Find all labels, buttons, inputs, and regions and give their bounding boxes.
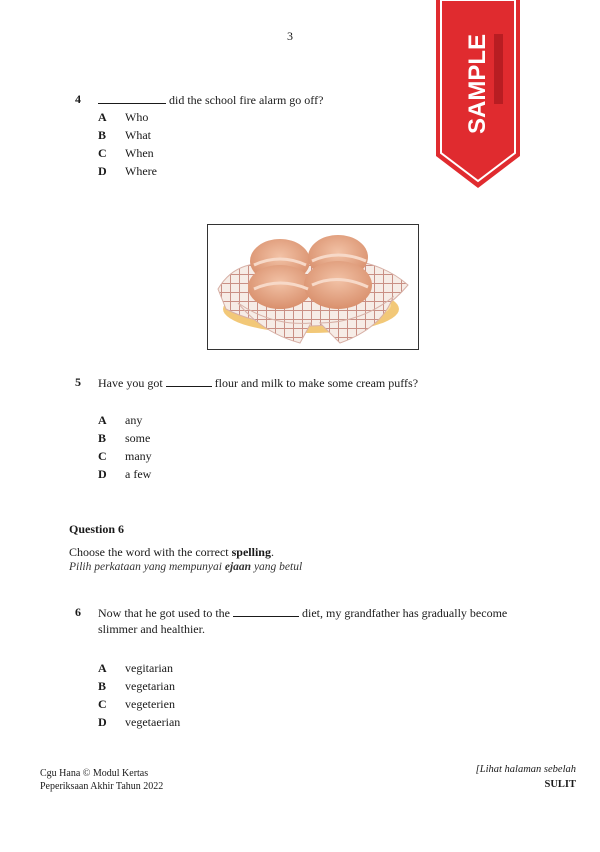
option-letter: B: [98, 431, 107, 445]
option-text: many: [125, 449, 152, 463]
question-number: 4: [75, 92, 81, 106]
option-letter: A: [98, 413, 107, 427]
cream-puffs-illustration: [208, 225, 418, 349]
instruction-text: Pilih perkataan yang mempunyai: [69, 561, 225, 573]
instruction-english: [69, 545, 274, 560]
section-heading: Question 6: [69, 522, 125, 536]
instruction-keyword: ejaan: [224, 561, 252, 573]
instruction-malay: [69, 561, 302, 573]
option-text: Where: [125, 164, 157, 178]
page-number: 3: [287, 29, 293, 43]
stem-text: did the school fire alarm go off?: [169, 93, 324, 107]
answer-blank: [98, 92, 166, 104]
stem-text-after: diet, my grandfather has gradually become: [301, 606, 508, 620]
stem-text-before: Have you got: [98, 376, 163, 390]
instruction-text: Choose the word with the correct: [69, 545, 232, 559]
confidential-label: SULIT: [544, 779, 576, 790]
option-text: Who: [125, 110, 149, 124]
stem-text-before: Now that he got used to the: [98, 606, 230, 620]
option-text: any: [125, 413, 143, 427]
question-number: 5: [75, 375, 81, 389]
cream-puffs-image: [207, 224, 419, 350]
stem-text-after: flour and milk to make some cream puffs?: [214, 376, 419, 390]
option-letter: D: [98, 467, 107, 481]
option-letter: C: [98, 697, 107, 711]
option-letter: A: [98, 110, 107, 124]
footer-credit-line2: Peperiksaan Akhir Tahun 2022: [40, 781, 164, 792]
stamp-bar: [494, 34, 503, 104]
option-text: vegetaerian: [125, 715, 181, 729]
instruction-keyword: spelling: [231, 545, 271, 559]
footer-credit-line1: Cgu Hana © Modul Kertas: [40, 768, 149, 779]
question-stem-line2: slimmer and healthier.: [98, 622, 205, 636]
question-number: 6: [75, 605, 81, 619]
instruction-text: yang betul: [251, 561, 303, 573]
question-stem: [98, 605, 507, 621]
option-letter: C: [98, 449, 107, 463]
option-letter: D: [98, 715, 107, 729]
option-text: vegeterien: [125, 697, 175, 711]
question-stem: [98, 92, 323, 108]
question-stem: [98, 375, 418, 391]
next-page-note: [Lihat halaman sebelah: [475, 764, 576, 775]
option-text: What: [125, 128, 151, 142]
option-text: a few: [125, 467, 152, 481]
answer-blank: [233, 605, 299, 617]
stamp-label: SAMPLE: [464, 33, 491, 135]
option-text: some: [125, 431, 151, 445]
option-text: When: [125, 146, 154, 160]
option-letter: C: [98, 146, 107, 160]
footer-navigation: [476, 762, 576, 792]
answer-blank: [166, 375, 212, 387]
option-text: vegitarian: [125, 661, 173, 675]
instruction-punctuation: .: [270, 545, 274, 559]
option-letter: D: [98, 164, 107, 178]
option-text: vegetarian: [125, 679, 175, 693]
option-letter: A: [98, 661, 107, 675]
option-letter: B: [98, 679, 107, 693]
footer-credit: [40, 767, 163, 793]
option-letter: B: [98, 128, 107, 142]
sample-stamp: [436, 0, 520, 188]
